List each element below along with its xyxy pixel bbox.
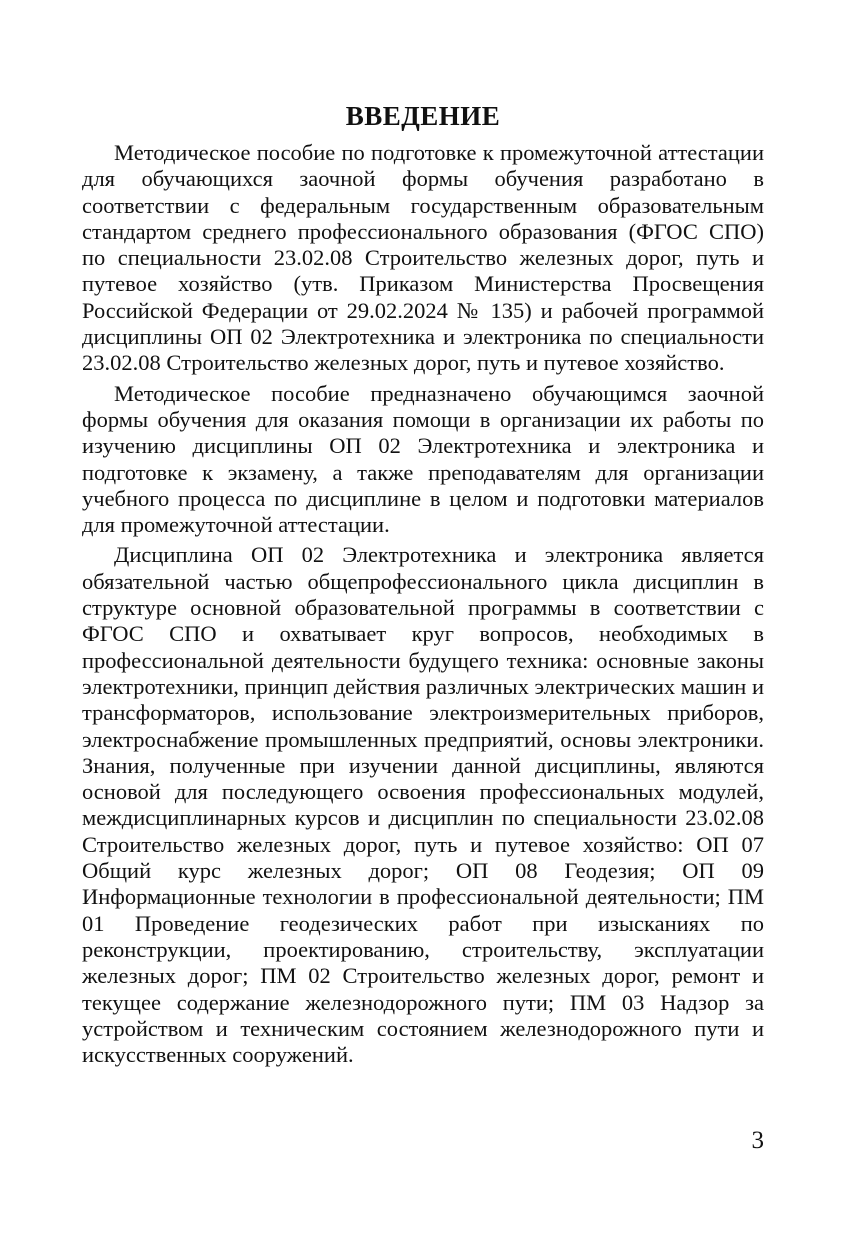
page-title: ВВЕДЕНИЕ [345, 101, 501, 131]
paragraph-3: Дисциплина ОП 02 Электротехника и электроника является обязательной частью общепрофессионального цикла дисциплин в структуре основной образовательной программы в соответствии с ФГОС СПО и охватывает круг вопросов, необходимых в профессиональной деятельности будущего техника: основные законы электротехники, принцип действия различных электрических машин и трансформаторов, использование электроизмерительных приборов, электроснабжение промышленных предприятий, основы электроники. Знания, полученные при изучении данной дисциплины, являются основой для последующего освоения профессиональных модулей, междисциплинарных курсов и дисциплин по специальности 23.02.08 Строительство железных дорог, путь и путевое хозяйство: ОП 07 Общий курс железных дорог; ОП 08 Геодезия; ОП 09 Информационные технологии в профессиональной деятельности; ПМ 01 Проведение геодезических работ при изысканиях по реконструкции, проектированию, строительству, эксплуатации железных дорог; ПМ 02 Строительство железных дорог, ремонт и текущее содержание железнодорожного пути; ПМ 03 Надзор за устройством и техническим состоянием железнодорожного пути и искусственных сооружений. [82, 542, 764, 1068]
page-content [82, 98, 764, 1072]
paragraph-1: Методическое пособие по подготовке к промежуточной аттестации для обучающихся заочной формы обучения разработано в соответствии с федеральным государственным образовательным стандартом среднего профессионального образования (ФГОС СПО) по специальности 23.02.08 Строительство железных дорог, путь и путевое хозяйство (утв. Приказом Министерства Просвещения Российской Федерации от 29.02.2024 № 135) и рабочей программой дисциплины ОП 02 Электротехника и электроника по специальности 23.02.08 Строительство железных дорог, путь и путевое хозяйство. [82, 140, 764, 376]
page-number: 3 [751, 1127, 764, 1154]
paragraph-2: Методическое пособие предназначено обучающимся заочной формы обучения для оказания помощи в организации их работы по изучению дисциплины ОП 02 Электротехника и электроника и подготовке к экзамену, а также преподавателям для организации учебного процесса по дисциплине в целом и подготовки материалов для промежуточной аттестации. [82, 380, 764, 538]
